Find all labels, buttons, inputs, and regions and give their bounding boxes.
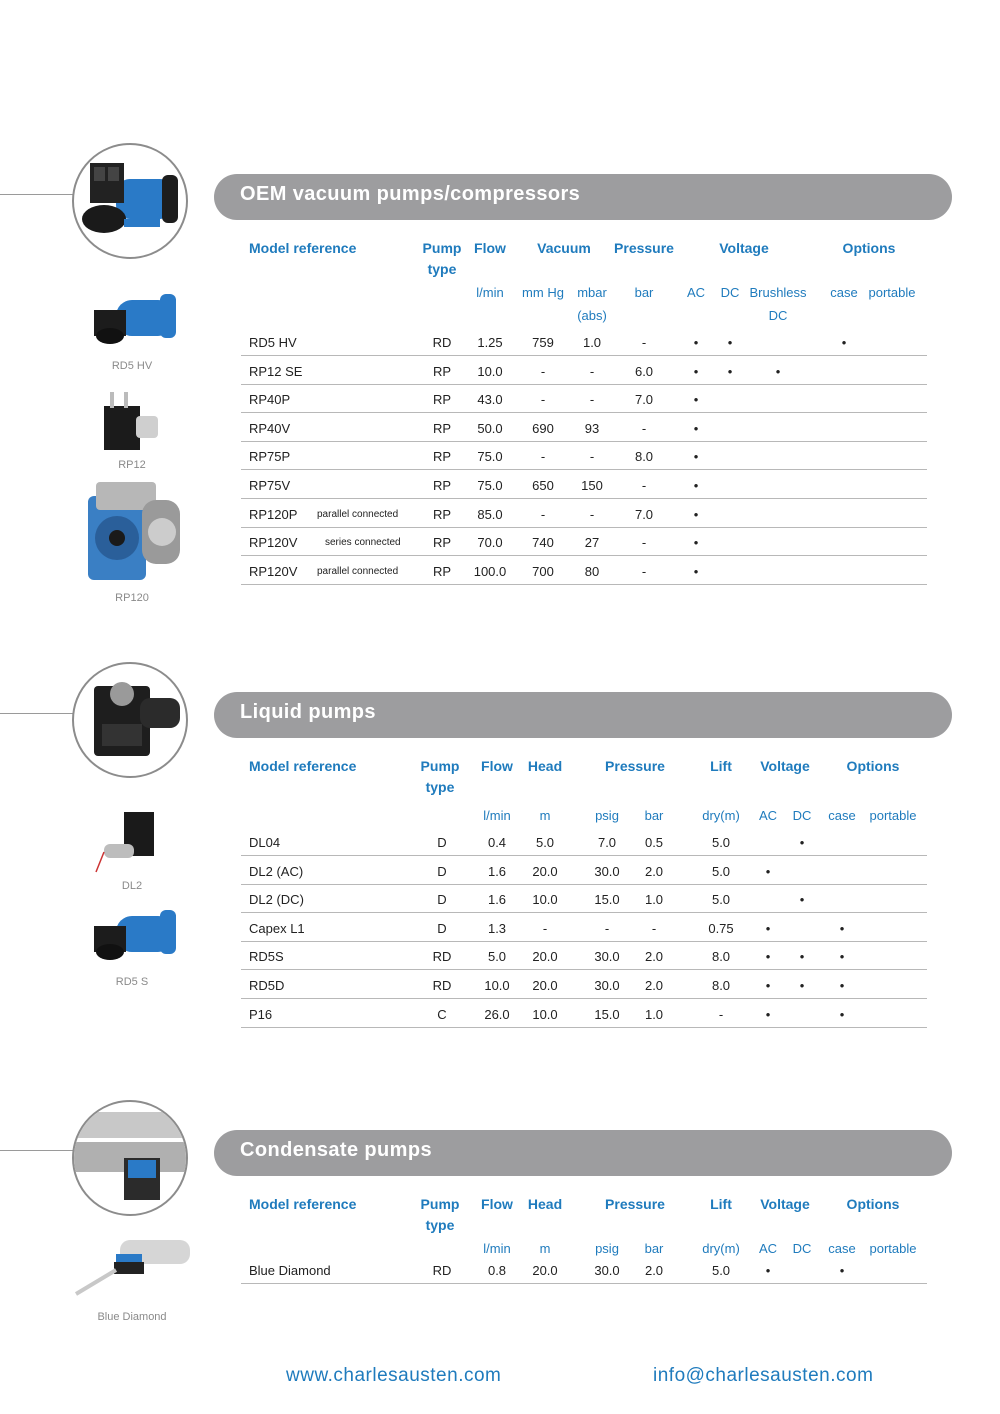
ac-cell: • (693, 449, 699, 465)
flow-cell: 43.0 (477, 392, 503, 408)
unit-case: case (828, 808, 856, 823)
row-divider (241, 469, 927, 470)
model-cell: RP120V (249, 535, 298, 551)
flow-cell: 85.0 (477, 506, 503, 522)
case-cell: • (841, 335, 847, 350)
dc-cell: • (727, 335, 733, 350)
unit-dc: DC (792, 808, 812, 823)
type-cell: RP (432, 420, 452, 436)
dl2-image (94, 808, 166, 878)
col-header-voltage: Voltage (760, 758, 810, 774)
blue-diamond-image (70, 1236, 194, 1302)
type-cell: C (437, 1006, 447, 1022)
product-caption: RP120 (115, 592, 149, 604)
unit-lift: dry(m) (702, 808, 740, 823)
col-header-pressure: Pressure (614, 240, 674, 256)
vacuum-mmhg-cell: 759 (532, 335, 554, 350)
type-cell: RP (432, 506, 452, 522)
unit-mbar: mbar (577, 285, 607, 300)
product-caption: RD5 HV (111, 360, 153, 372)
rd5-s-image (88, 904, 180, 974)
col-header-flow: Flow (474, 240, 506, 256)
website-link[interactable]: www.charlesausten.com (286, 1365, 502, 1386)
pressure-bar-cell: 2.0 (644, 863, 664, 879)
condensate-banner (214, 1130, 952, 1176)
flow-cell: 10.0 (484, 978, 510, 993)
col-header-type: type (425, 1217, 455, 1233)
ac-cell: • (693, 563, 699, 579)
lift-cell: 8.0 (711, 949, 731, 965)
unit-flow: l/min (476, 285, 504, 300)
col-header-options: Options (846, 1196, 900, 1212)
row-divider (241, 912, 927, 913)
oem-banner (214, 174, 952, 220)
model-cell: RP40P (249, 392, 291, 408)
flow-cell: 100.0 (473, 563, 507, 579)
unit-head: m (539, 1241, 551, 1256)
ac-cell: • (765, 1006, 771, 1022)
lift-cell: 5.0 (711, 1263, 731, 1278)
row-divider (241, 1027, 927, 1028)
vacuum-mbar-cell: 93 (584, 420, 600, 436)
unit-lift: dry(m) (702, 1241, 740, 1256)
unit-head: m (539, 808, 551, 823)
dc-cell: • (799, 892, 805, 908)
vacuum-mbar-cell: 27 (584, 535, 600, 551)
head-cell: 10.0 (532, 892, 558, 908)
row-divider (241, 1283, 927, 1284)
flow-cell: 1.6 (487, 892, 507, 908)
type-cell: D (437, 920, 447, 936)
ac-cell: • (765, 978, 771, 993)
ac-cell: • (693, 535, 699, 551)
pressure-bar-cell: 2.0 (644, 978, 664, 993)
pressure-bar-cell: - (641, 420, 647, 436)
flow-cell: 70.0 (477, 535, 503, 551)
vacuum-mbar-cell: 1.0 (582, 335, 602, 350)
head-cell: 20.0 (532, 1263, 558, 1278)
ac-cell: • (693, 506, 699, 522)
flow-cell: 0.4 (487, 835, 507, 850)
head-cell: 10.0 (532, 1006, 558, 1022)
row-divider (241, 941, 927, 942)
pressure-bar-cell: - (641, 335, 647, 350)
ac-cell: • (693, 335, 699, 350)
brushless-cell: • (775, 363, 781, 379)
unit-brushless: Brushless (749, 285, 807, 300)
vacuum-mbar-cell: - (589, 449, 595, 465)
type-cell: RD (432, 1263, 452, 1278)
flow-cell: 75.0 (477, 449, 503, 465)
vacuum-mmhg-cell: 740 (532, 535, 554, 551)
lift-cell: 8.0 (711, 978, 731, 993)
vacuum-mmhg-cell: - (540, 449, 546, 465)
liquid-pump-photo (72, 662, 188, 778)
dc-cell: • (727, 363, 733, 379)
ac-cell: • (765, 949, 771, 965)
type-cell: RP (432, 478, 452, 493)
liquid-banner (214, 692, 952, 738)
unit-case: case (828, 1241, 856, 1256)
unit-flow: l/min (483, 808, 511, 823)
pressure-psig-cell: 7.0 (597, 835, 617, 850)
pressure-psig-cell: 15.0 (594, 892, 620, 908)
head-cell: - (542, 920, 548, 936)
model-cell: RP40V (249, 420, 291, 436)
unit-mmhg: mm Hg (522, 285, 564, 300)
flow-cell: 75.0 (477, 478, 503, 493)
condensate-pump-photo (72, 1100, 188, 1216)
vacuum-mbar-cell: - (589, 363, 595, 379)
vacuum-mbar-cell: 80 (584, 563, 600, 579)
dc-cell: • (799, 978, 805, 993)
type-cell: RP (432, 449, 452, 465)
unit-portable: portable (869, 808, 917, 823)
pressure-psig-cell: 15.0 (594, 1006, 620, 1022)
col-header-head: Head (527, 758, 563, 774)
unit-brushless-dc: DC (768, 308, 788, 323)
unit-ac: AC (758, 1241, 778, 1256)
row-divider (241, 855, 927, 856)
type-cell: RP (432, 563, 452, 579)
case-cell: • (839, 1263, 845, 1278)
flow-cell: 50.0 (477, 420, 503, 436)
vacuum-mbar-cell: - (589, 392, 595, 408)
unit-psig: psig (595, 1241, 619, 1256)
type-cell: RD (432, 978, 452, 993)
pressure-bar-cell: - (641, 563, 647, 579)
model-cell: RP120V (249, 563, 298, 579)
pressure-bar-cell: - (641, 535, 647, 551)
pressure-psig-cell: 30.0 (594, 978, 620, 993)
col-header-model: Model reference (249, 758, 357, 774)
dc-cell: • (799, 835, 805, 850)
flow-cell: 5.0 (487, 949, 507, 965)
col-header-vacuum: Vacuum (537, 240, 591, 256)
section-title: OEM vacuum pumps/compressors (240, 183, 581, 205)
row-divider (241, 884, 927, 885)
unit-bar: bar (644, 1241, 664, 1256)
rp12-image (96, 388, 168, 458)
col-header-pressure: Pressure (605, 758, 665, 774)
type-cell: RP (432, 392, 452, 408)
ac-cell: • (765, 863, 771, 879)
row-divider (241, 527, 927, 528)
pressure-bar-cell: 8.0 (634, 449, 654, 465)
pressure-bar-cell: 7.0 (634, 392, 654, 408)
type-cell: D (437, 863, 447, 879)
pressure-bar-cell: 6.0 (634, 363, 654, 379)
col-header-model: Model reference (249, 240, 357, 256)
lift-cell: 5.0 (711, 835, 731, 850)
col-header-pump: Pump (420, 758, 460, 774)
section-rule (0, 194, 80, 195)
case-cell: • (839, 978, 845, 993)
vacuum-mmhg-cell: 700 (532, 563, 554, 579)
flow-cell: 1.6 (487, 863, 507, 879)
vacuum-mbar-cell: 150 (581, 478, 603, 493)
col-header-pump: Pump (420, 1196, 460, 1212)
row-divider (241, 384, 927, 385)
model-note-cell: parallel connected (317, 565, 399, 577)
flow-cell: 1.3 (487, 920, 507, 936)
type-cell: RD (432, 949, 452, 965)
pressure-bar-cell: - (651, 920, 657, 936)
vacuum-mbar-cell: - (589, 506, 595, 522)
ac-cell: • (693, 420, 699, 436)
lift-cell: - (718, 1006, 724, 1022)
model-cell: DL2 (AC) (249, 863, 304, 879)
case-cell: • (839, 949, 845, 965)
vacuum-mmhg-cell: - (540, 506, 546, 522)
head-cell: 5.0 (535, 835, 555, 850)
model-cell: P16 (249, 1006, 273, 1022)
pressure-bar-cell: 1.0 (644, 1006, 664, 1022)
unit-portable: portable (869, 1241, 917, 1256)
model-cell: RD5S (249, 949, 284, 965)
email-link[interactable]: info@charlesausten.com (653, 1365, 874, 1386)
col-header-voltage: Voltage (719, 240, 769, 256)
unit-ac: AC (758, 808, 778, 823)
flow-cell: 1.25 (477, 335, 503, 350)
section-title: Liquid pumps (240, 701, 376, 723)
pressure-bar-cell: 2.0 (644, 949, 664, 965)
product-caption: DL2 (121, 880, 143, 892)
head-cell: 20.0 (532, 863, 558, 879)
pressure-psig-cell: 30.0 (594, 1263, 620, 1278)
unit-bar: bar (634, 285, 654, 300)
pressure-psig-cell: 30.0 (594, 949, 620, 965)
col-header-pump: Pump (422, 240, 462, 256)
row-divider (241, 498, 927, 499)
col-header-lift: Lift (710, 1196, 732, 1212)
pressure-bar-cell: 2.0 (644, 1263, 664, 1278)
rd5-hv-image (88, 288, 180, 358)
col-header-options: Options (846, 758, 900, 774)
ac-cell: • (765, 1263, 771, 1278)
col-header-pressure: Pressure (605, 1196, 665, 1212)
pressure-bar-cell: - (641, 478, 647, 493)
vacuum-mmhg-cell: 690 (532, 420, 554, 436)
unit-abs: (abs) (577, 308, 607, 323)
unit-psig: psig (595, 808, 619, 823)
flow-cell: 26.0 (484, 1006, 510, 1022)
col-header-type: type (425, 779, 455, 795)
col-header-type: type (427, 261, 457, 277)
unit-ac: AC (686, 285, 706, 300)
rp120-image (80, 478, 190, 590)
model-note-cell: parallel connected (317, 508, 399, 520)
dc-cell: • (799, 949, 805, 965)
unit-dc: DC (720, 285, 740, 300)
section-rule (0, 1150, 80, 1151)
type-cell: D (437, 892, 447, 908)
unit-case: case (830, 285, 858, 300)
ac-cell: • (693, 363, 699, 379)
lift-cell: 5.0 (711, 892, 731, 908)
unit-portable: portable (868, 285, 916, 300)
row-divider (241, 355, 927, 356)
model-cell: DL04 (249, 835, 281, 850)
product-caption: RD5 S (115, 976, 149, 988)
type-cell: D (437, 835, 447, 850)
vacuum-mmhg-cell: - (540, 392, 546, 408)
model-note-cell: series connected (325, 537, 401, 549)
row-divider (241, 441, 927, 442)
vacuum-mmhg-cell: - (540, 363, 546, 379)
row-divider (241, 555, 927, 556)
row-divider (241, 412, 927, 413)
model-cell: RD5 HV (249, 335, 297, 350)
col-header-head: Head (527, 1196, 563, 1212)
vacuum-mmhg-cell: 650 (532, 478, 554, 493)
unit-flow: l/min (483, 1241, 511, 1256)
case-cell: • (839, 920, 845, 936)
head-cell: 20.0 (532, 949, 558, 965)
type-cell: RP (432, 535, 452, 551)
ac-cell: • (693, 478, 699, 493)
product-caption: RP12 (118, 459, 146, 471)
lift-cell: 5.0 (711, 863, 731, 879)
model-cell: RP12 SE (249, 363, 303, 379)
model-cell: Blue Diamond (249, 1263, 331, 1278)
ac-cell: • (765, 920, 771, 936)
type-cell: RP (432, 363, 452, 379)
pressure-bar-cell: 1.0 (644, 892, 664, 908)
pressure-bar-cell: 7.0 (634, 506, 654, 522)
head-cell: 20.0 (532, 978, 558, 993)
model-cell: Capex L1 (249, 920, 305, 936)
pressure-psig-cell: - (604, 920, 610, 936)
col-header-voltage: Voltage (760, 1196, 810, 1212)
pressure-psig-cell: 30.0 (594, 863, 620, 879)
section-rule (0, 713, 80, 714)
unit-dc: DC (792, 1241, 812, 1256)
col-header-lift: Lift (710, 758, 732, 774)
section-title: Condensate pumps (240, 1139, 432, 1161)
model-cell: RP120P (249, 506, 298, 522)
pressure-bar-cell: 0.5 (644, 835, 664, 850)
model-cell: DL2 (DC) (249, 892, 304, 908)
ac-cell: • (693, 392, 699, 408)
model-cell: RP75V (249, 478, 291, 493)
oem-pump-photo (72, 143, 188, 259)
row-divider (241, 584, 927, 585)
col-header-model: Model reference (249, 1196, 357, 1212)
flow-cell: 10.0 (477, 363, 503, 379)
col-header-flow: Flow (481, 1196, 513, 1212)
flow-cell: 0.8 (487, 1263, 507, 1278)
model-cell: RD5D (249, 978, 285, 993)
row-divider (241, 998, 927, 999)
case-cell: • (839, 1006, 845, 1022)
row-divider (241, 969, 927, 970)
type-cell: RD (432, 335, 452, 350)
product-caption: Blue Diamond (97, 1311, 167, 1323)
model-cell: RP75P (249, 449, 291, 465)
col-header-flow: Flow (481, 758, 513, 774)
col-header-options: Options (842, 240, 896, 256)
lift-cell: 0.75 (708, 920, 734, 936)
unit-bar: bar (644, 808, 664, 823)
